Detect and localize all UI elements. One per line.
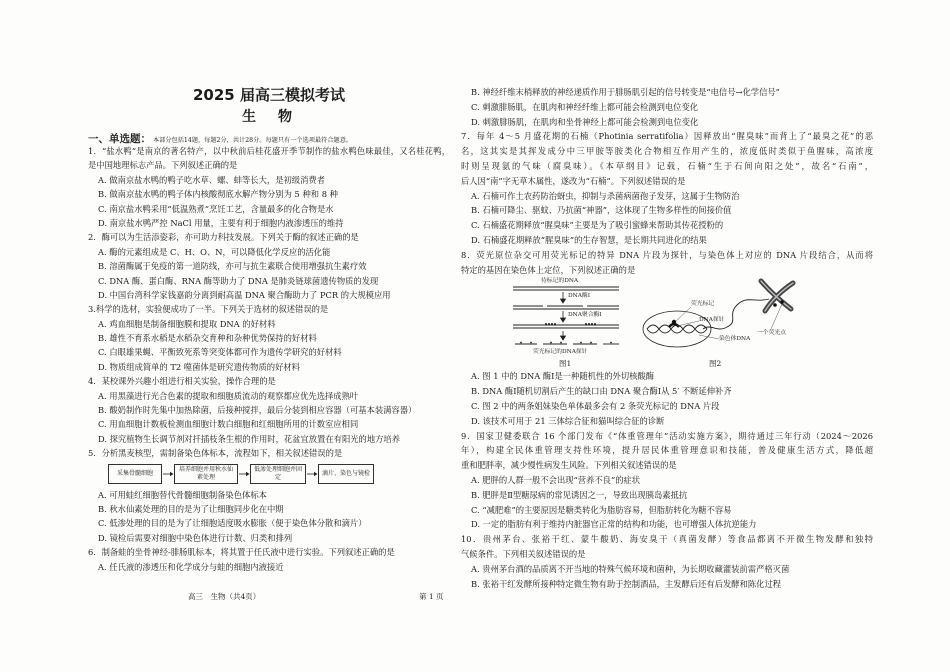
section-heading: 一、单选题： xyxy=(88,133,151,144)
option-a: A. 做南京盐水鸭的鸭子吃水草、螺、蚌等长大，是初级消费者 xyxy=(98,174,325,185)
arrow-icon xyxy=(306,470,318,478)
label-fluorescent-marker: 荧光标记 xyxy=(691,301,715,308)
option-b: B. 秋水仙素处理的目的是为了让细胞同步化在中期 xyxy=(98,503,284,514)
option-d: D. 镜检后需要对细胞中染色体进行计数、归类和排列 xyxy=(98,532,293,543)
flow-chart xyxy=(88,461,450,488)
question-7 xyxy=(461,129,873,247)
question-5 xyxy=(88,446,450,545)
option-c: C. 用血细胞计数板检测血细胞计数白细胞和红细胞所用的计数室应相同 xyxy=(98,419,359,430)
option-a: A. 图 1 中的 DNA 酶Ⅰ是一种随机性的外切核酸酶 xyxy=(471,371,655,382)
option-c: C. DNA 酶、蛋白酶、RNA 酶等助力了 DNA 是肺炎链球菌遗传物质的发现 xyxy=(98,275,379,286)
probe-labels xyxy=(520,342,612,344)
question-3 xyxy=(88,302,450,374)
option-c: C. 白眼雄果蝇、平衡致死系等突变体都可作为遗传学研究的好材料 xyxy=(98,347,342,358)
option-a: A. 任氏液的渗透压和化学成分与蛙的细胞内液接近 xyxy=(98,561,284,572)
option-b: B. 做南京盐水鸭的鸭子体内核酸彻底水解产物分别为 5 种和 8 种 xyxy=(98,189,338,200)
option-c: C. 刺激腓肠肌，在肌肉和神经纤维上都可能会检测到电位变化 xyxy=(471,101,699,112)
flow-step: 滴片、染色与镜检 xyxy=(318,464,374,484)
option-a: A. 用黑藻进行光合色素的提取和细胞质流动的观察都应优先选择成熟叶 xyxy=(98,390,359,401)
option-a: A. 肥胖的人群一般不会出现“营养不良”的症状 xyxy=(471,474,641,485)
figure-1 xyxy=(511,277,623,369)
question-stem-line: 10．贵州茅台、张裕干红、蒙牛酸奶、海安臭干（真菌发酵）等食品都离不开微生物发酵和独特 xyxy=(461,534,873,545)
label-fluorescent-probe: 荧光标记的DNA探针 xyxy=(533,349,588,356)
option-d: D. 中国台湾科学家钱嘉韵分离到耐高温 DNA 聚合酶助力了 PCR 的大规模应用 xyxy=(98,289,391,300)
option-d: D. 石楠盛花期释放“腥臭味”的生存智慧，是长期共同进化的结果 xyxy=(471,234,707,245)
option-a: A. 石楠可作土农药防治蚜虫，抑制与杀菌病菌孢子发芽，这属于生物防治 xyxy=(471,190,740,201)
option-c: C. “减肥难”的主要原因是糖类转化为脂肪容易，但脂肪转化为糖不容易 xyxy=(471,504,732,515)
nick-translation-diagram xyxy=(511,277,623,357)
option-d: D. 一定的脂肪有利于维持内脏器官正常的结构和功能，也可增强人体抗逆能力 xyxy=(471,519,757,530)
label-target-dna: 待标记的DNA xyxy=(541,278,579,285)
option-a: A. 贵州茅台酒的品质离不开当地的特殊气候环境和菌种，为长期收藏灌装前需严格灭菌 xyxy=(471,563,790,574)
question-stem-line: 4．某校课外兴趣小组进行相关实验，操作合理的是 xyxy=(88,376,276,387)
option-d: D. 探究植物生长调节剂对扦插枝条生根的作用时，花盆宜放置在有阳光的地方培养 xyxy=(98,433,401,444)
question-stem-line: 年），构建全民体重管理支持性环境，提升居民体重管理意识和技能，普及健康生活方式，降低超 xyxy=(461,445,873,456)
flow-step: 低渗处理细胞并固定 xyxy=(250,464,306,484)
question-stem-line: 6．制备蛙的坐骨神经-腓肠肌标本，将其置于任氏液中进行实验。下列叙述正确的是 xyxy=(88,547,395,558)
option-d: D. 该技术可用于 21 三体综合征和猫叫综合征的诊断 xyxy=(471,415,665,426)
question-stem-line: 特定的基因在染色体上定位，下列叙述正确的是 xyxy=(461,264,636,275)
option-c: C. 石楠盛花期释放“腥臭味”主要是为了吸引蜜蜂来帮助其传花授粉的 xyxy=(471,220,724,231)
option-d: D. 刺激腓肠肌，在肌肉和坐骨神经上都可能会检测到电位变化 xyxy=(471,116,699,127)
question-8 xyxy=(461,248,873,429)
question-stem-line: 7．每年 4～5 月盛花期的石楠（Photinia serratifolia）因释放出“腥臭味”而背上了“最臭之花”的恶 xyxy=(461,131,873,142)
question-9 xyxy=(461,429,873,533)
question-stem-line: 1．“盐水鸭”是南京的著名特产，以中秋前后桂花盛开季节制作的盐水鸭色味最佳，又名桂花鸭， xyxy=(88,146,450,156)
option-c: C. 图 2 中的两条姐妹染色单体最多会有 2 条荧光标记的 DNA 片段 xyxy=(471,400,720,411)
label-fluorescent-spot: 一个荧光点 xyxy=(757,330,786,337)
option-b: B. DNA 酶Ⅰ随机切割后产生的缺口由 DNA 聚合酶Ⅰ从 5′ 不断延伸补齐 xyxy=(471,386,732,397)
label-dnase-1: DNA酶Ⅰ xyxy=(568,293,590,300)
dna-labeled xyxy=(513,325,619,328)
question-4 xyxy=(88,374,450,446)
left-column xyxy=(88,144,450,584)
section-note: 本部分包括14题，每题2分，共计28分。每题只有一个选项最符合题意。 xyxy=(153,137,353,144)
option-d: D. 物质组成简单的 T2 噬菌体是研究遗传物质的好材料 xyxy=(98,361,300,372)
label-dna-probe: DNA探针 xyxy=(699,317,725,324)
question-stem-line: 时则呈现氨的气味（腐臭味）。《本草纲目》记载，石楠“生于石间向阳之处”，故名“石南”， xyxy=(461,160,873,171)
option-b: B. 肥胖是Ⅱ型糖尿病的常见诱因之一，导致出现胰岛素抵抗 xyxy=(471,489,688,500)
footer-page-info: 高三 生物（共4页） xyxy=(188,592,261,601)
question-stem-line: 5．分析黑麦核型，需制备染色体标本，流程如下，相关叙述错误的是 xyxy=(88,448,343,459)
option-c: C. 南京盐水鸭采用“低温熟煮”烹饪工艺，含量最多的化合物是水 xyxy=(98,203,334,214)
dna-original xyxy=(513,287,619,290)
option-b: B. 神经纤维末梢释放的神经递质作用于腓肠肌引起的信号转变是“电信号→化学信号” xyxy=(471,87,780,97)
footer-page-number: 第 1 页 xyxy=(419,592,444,601)
label-chromosome-dna: 染色体DNA xyxy=(719,336,751,343)
question-6 xyxy=(88,545,450,574)
figure-1-caption: 图1 xyxy=(559,359,572,369)
arrow-icon xyxy=(561,292,566,303)
question-stem-line: 重和肥胖率，减少慢性病发生风险。下列相关叙述错误的是 xyxy=(461,460,677,471)
arrow-icon xyxy=(561,311,566,322)
question-stem-line: 2．酶可以为生活添姿彩，亦可助力科技发展。下列关于酶的叙述正确的是 xyxy=(88,232,359,243)
option-b: B. 酸奶制作时先集中加热除菌，后接种搅拌，最后分装到相应容器（可基本装满容器） xyxy=(98,405,417,416)
arrow-icon xyxy=(238,470,250,478)
question-6-continued xyxy=(461,85,873,129)
figure-2-caption: 图2 xyxy=(709,359,722,369)
question-10 xyxy=(461,532,873,591)
option-b: B. 张裕干红发酵所接种特定微生物有助于控制酒品，主发酵后还有后发酵和陈化过程 xyxy=(471,578,782,589)
option-a: A. 酶的元素组成是 C、H、O、N，可以降低化学反应的活化能 xyxy=(98,246,331,257)
option-b: B. 雄性不育系水稻是水稻杂交育种和杂种优势保持的好材料 xyxy=(98,333,317,344)
question-stem-line: 8．荧光原位杂交可用荧光标记的特异 DNA 片段为探针，与染色体上对应的 DNA 片段结合，从而将 xyxy=(461,249,873,260)
option-c: C. 低渗处理的目的是为了让细胞适度吸水膨胀（便于染色体分散和滴片） xyxy=(98,518,367,529)
option-a: A. 可用蛙红细胞替代骨髓细胞制备染色体标本 xyxy=(98,489,267,500)
option-a: A. 鸡血细胞是制备细胞膜和提取 DNA 的好材料 xyxy=(98,318,276,329)
question-stem-line: 后人因“南”字无草木属性，遂改为“石楠”。下列叙述错误的是 xyxy=(461,175,686,186)
arrow-icon xyxy=(561,331,566,340)
arrow-icon xyxy=(162,470,174,478)
option-b: B. 石楠可降尘、驱蚊、乃抗菌“神器”，这体现了生物多样性的间接价值 xyxy=(471,205,732,216)
question-stem-line: 9．国家卫健委联合 16 个部门发布《“体重管理年”活动实施方案》，期待通过三年行动（2024～2026 xyxy=(461,430,873,441)
section-header xyxy=(88,129,450,144)
dna-nicked xyxy=(513,306,619,309)
option-b: B. 溶菌酶属于免疫的第一道防线，亦可与抗生素联合使用增强抗生素疗效 xyxy=(98,261,367,272)
figure-2 xyxy=(639,277,801,369)
question-stem-line: 气候条件。下列相关叙述错误的是 xyxy=(461,548,586,559)
flow-step: 采集骨髓细胞 xyxy=(108,464,162,484)
question-2 xyxy=(88,230,450,302)
question-stem-line: 是中国地理标志产品。下列叙述正确的是 xyxy=(88,160,238,171)
right-column xyxy=(461,85,873,597)
exam-title: 2025 届高三模拟考试 xyxy=(193,86,345,104)
question-stem-line: 3.科学的选材，实验便成功了一半。下列关于选材的叙述错误的是 xyxy=(88,304,329,315)
fluorescent-label-icon xyxy=(672,320,676,324)
subject-title: 生 物 xyxy=(242,109,296,125)
question-1 xyxy=(88,144,450,230)
question-stem-line: 名，这其实是其挥发成分中三甲胺等胺类化合物相互作用产生的，浓度低时类似于鱼腥味，高浓度 xyxy=(461,146,873,157)
question-8-figures xyxy=(461,277,873,369)
flow-step: 培养细胞并用秋水仙素处理 xyxy=(174,464,238,484)
option-d: D. 南京盐水鸭严控 NaCl 用量，主要有利于细胞内液渗透压的维持 xyxy=(98,217,344,228)
label-dna-polymerase-1: DNA聚合酶Ⅰ xyxy=(568,312,602,319)
